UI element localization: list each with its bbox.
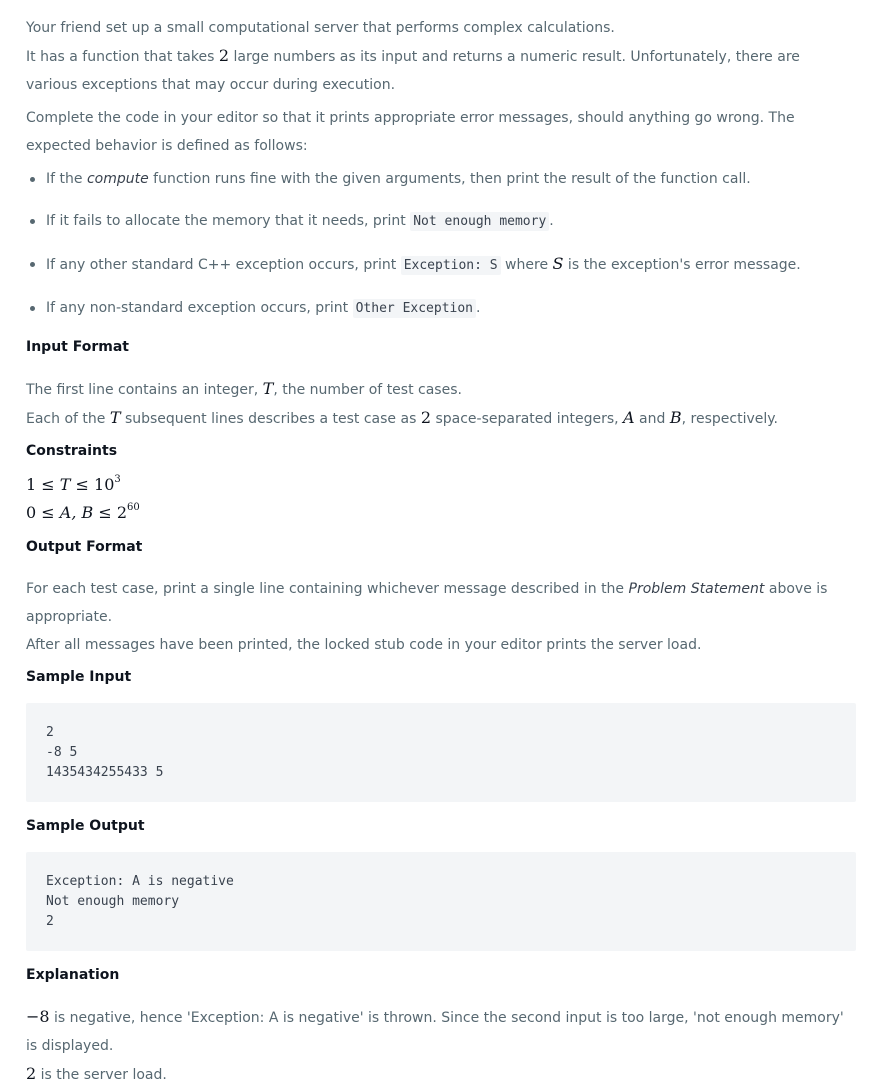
- rule-text: is the exception's error message.: [563, 257, 801, 273]
- input-format-line-2: [26, 404, 855, 433]
- rule-text: If any non-standard exception occurs, print: [46, 300, 353, 316]
- constraints-heading: Constraints: [26, 443, 118, 459]
- problem-statement-emphasis: Problem Statement: [628, 581, 765, 597]
- rule-text: function runs fine with the given arguments, then print the result of the function call.: [148, 171, 751, 187]
- explanation-line-2: [26, 1060, 855, 1089]
- body-text: The first line contains an integer,: [26, 382, 263, 398]
- rule-text: .: [549, 213, 554, 229]
- rule-item: [26, 165, 855, 193]
- math-variable: T: [59, 475, 71, 494]
- rule-text: .: [476, 300, 481, 316]
- intro-line-1: [26, 14, 855, 42]
- body-text: For each test case, print a single line containing whichever message described in the: [26, 581, 629, 597]
- rule-item: [26, 207, 855, 236]
- body-text: space-separated integers,: [431, 411, 624, 427]
- explanation-heading: Explanation: [26, 967, 120, 983]
- math-variable: S: [552, 254, 564, 273]
- intro-line-2: [26, 42, 855, 99]
- rule-item: [26, 250, 855, 280]
- body-text: , the number of test cases.: [273, 382, 462, 398]
- body-text: above is appropriate.: [26, 581, 828, 625]
- sample-output-heading: Sample Output: [26, 818, 145, 834]
- inline-code: Other Exception: [353, 299, 476, 318]
- body-text: is the server load.: [36, 1067, 167, 1083]
- intro-text: It has a function that takes: [26, 49, 219, 65]
- body-text: and: [634, 411, 670, 427]
- rule-text: If any other standard C++ exception occurs, print: [46, 257, 401, 273]
- inline-code: Not enough memory: [410, 212, 549, 231]
- intro-line-3: [26, 104, 855, 160]
- intro-text: Your friend set up a small computational server that performs complex calculations.: [26, 20, 615, 36]
- intro-text: Complete the code in your editor so that it prints appropriate error messages, should anything go wrong. The expected behavior is defined as follows:: [26, 110, 795, 154]
- math-exponent: 60: [127, 502, 140, 513]
- math-variable: T: [109, 408, 121, 427]
- math-text: 1 ≤: [26, 475, 60, 494]
- math-number: 2: [420, 408, 431, 427]
- math-text: ≤ 2: [93, 503, 128, 522]
- sample-output-block: Exception: A is negative Not enough memory 2: [26, 852, 856, 951]
- rule-text: If the: [46, 171, 87, 187]
- math-variable: T: [262, 379, 274, 398]
- input-format-heading: Input Format: [26, 339, 129, 355]
- constraint-t: [26, 471, 855, 499]
- body-text: subsequent lines describes a test case as: [120, 411, 421, 427]
- output-format-line-1: [26, 575, 855, 631]
- compute-emphasis: compute: [86, 171, 149, 187]
- input-format-line-1: [26, 375, 855, 404]
- constraint-ab: [26, 499, 855, 527]
- body-text: , respectively.: [681, 411, 778, 427]
- math-exponent: 3: [114, 474, 121, 485]
- body-text: After all messages have been printed, the locked stub code in your editor prints the server load.: [26, 637, 702, 653]
- math-number: 2: [218, 46, 230, 65]
- math-number: 2: [26, 1064, 37, 1083]
- intro-text: large numbers as its input and returns a numeric result. Unfortunately, there are various exceptions that may occur during execution.: [26, 49, 800, 93]
- rule-item: [26, 294, 855, 323]
- math-text: 0 ≤: [26, 503, 60, 522]
- output-format-heading: Output Format: [26, 539, 143, 555]
- math-text: ≤ 10: [70, 475, 115, 494]
- math-variable: A: [623, 408, 635, 427]
- math-variable: B: [669, 408, 682, 427]
- rule-text: where: [500, 257, 553, 273]
- output-format-line-2: [26, 631, 855, 659]
- rule-text: If it fails to allocate the memory that it needs, print: [46, 213, 411, 229]
- rules-list: [26, 165, 855, 323]
- body-text: is negative, hence 'Exception: A is negative' is thrown. Since the second input is too large, 'not enough memory' is displayed.: [26, 1010, 844, 1054]
- sample-input-heading: Sample Input: [26, 669, 132, 685]
- math-number: −8: [26, 1007, 50, 1026]
- sample-input-block: 2 -8 5 1435434255433 5: [26, 703, 856, 802]
- body-text: Each of the: [26, 411, 110, 427]
- explanation-line-1: [26, 1003, 855, 1060]
- math-variable: A, B: [59, 503, 94, 522]
- inline-code: Exception: S: [401, 256, 501, 275]
